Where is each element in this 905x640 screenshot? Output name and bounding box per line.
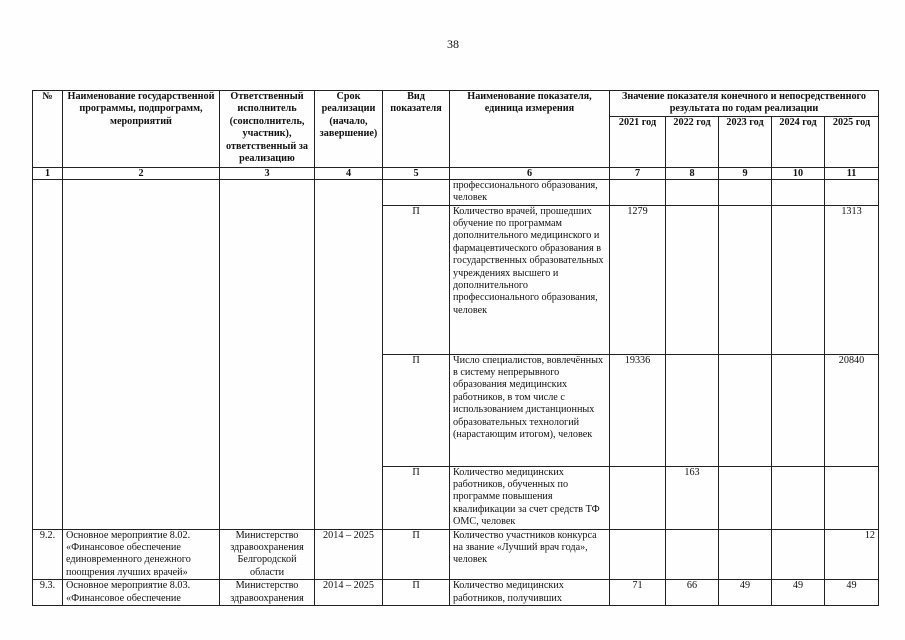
row-value-2021 [610, 529, 666, 580]
row-num-cell: 9.2. [33, 529, 63, 580]
row-value-2025: 49 [825, 580, 879, 606]
row-type-cell: П [383, 580, 450, 606]
row-value-2022 [666, 354, 719, 466]
row-value-2021: 71 [610, 580, 666, 606]
row-value-2021 [610, 466, 666, 529]
row-value-2022 [666, 529, 719, 580]
row-value-2023: 49 [719, 580, 772, 606]
row-type-cell: П [383, 205, 450, 354]
row-program-name-cell [63, 179, 220, 529]
column-number: 6 [450, 167, 610, 179]
row-type-cell: П [383, 354, 450, 466]
row-value-2024 [772, 179, 825, 205]
row-value-2021 [610, 179, 666, 205]
row-indicator-cell: Количество врачей, прошедших обучение по программам дополнительного медицинского и фармацевтического образования в государственных образовательных учреждениях высшего и дополнительного профессионального образования, человек [450, 205, 610, 354]
row-executor-cell: Министерство здравоохранения Белгородской области [220, 529, 315, 580]
row-value-2025: 1313 [825, 205, 879, 354]
row-value-2023 [719, 466, 772, 529]
row-value-2024 [772, 354, 825, 466]
row-value-2023 [719, 179, 772, 205]
program-table [32, 90, 879, 606]
column-number: 3 [220, 167, 315, 179]
row-value-2022 [666, 179, 719, 205]
column-number: 5 [383, 167, 450, 179]
page-number: 38 [447, 37, 459, 51]
row-indicator-cell: Количество медицинских работников, получивших [450, 580, 610, 606]
column-number: 9 [719, 167, 772, 179]
row-value-2022 [666, 205, 719, 354]
header-indicator-name: Наименование показателя, единица измерения [450, 91, 610, 168]
column-number: 2 [63, 167, 220, 179]
row-value-2025: 12 [825, 529, 879, 580]
table-row [33, 580, 879, 606]
column-number: 11 [825, 167, 879, 179]
row-value-2024 [772, 466, 825, 529]
header-num: № [33, 91, 63, 168]
row-value-2023 [719, 205, 772, 354]
row-program-name-cell: Основное мероприятие 8.03. «Финансовое обеспечение [63, 580, 220, 606]
header-year-2024: 2024 год [772, 116, 825, 167]
row-value-2022: 163 [666, 466, 719, 529]
header-row [33, 91, 879, 117]
row-value-2024 [772, 529, 825, 580]
column-number: 7 [610, 167, 666, 179]
row-value-2021: 1279 [610, 205, 666, 354]
row-num-cell [33, 179, 63, 529]
row-value-2024 [772, 205, 825, 354]
row-value-2022: 66 [666, 580, 719, 606]
row-indicator-cell: профессионального образования, человек [450, 179, 610, 205]
row-value-2025: 20840 [825, 354, 879, 466]
row-value-2023 [719, 529, 772, 580]
table-row [33, 529, 879, 580]
header-indicator-type: Вид показателя [383, 91, 450, 168]
header-year-2022: 2022 год [666, 116, 719, 167]
column-number: 1 [33, 167, 63, 179]
row-value-2021: 19336 [610, 354, 666, 466]
row-executor-cell: Министерство здравоохранения [220, 580, 315, 606]
column-number: 4 [315, 167, 383, 179]
row-type-cell: П [383, 529, 450, 580]
row-executor-cell [220, 179, 315, 529]
row-type-cell [383, 179, 450, 205]
header-period: Срок реализации (начало, завершение) [315, 91, 383, 168]
row-value-2024: 49 [772, 580, 825, 606]
table-row [33, 179, 879, 205]
column-number: 10 [772, 167, 825, 179]
row-indicator-cell: Число специалистов, вовлечённых в систему непрерывного образования медицинских работников, в том числе с использованием дистанционных образовательных технологий (нарастающим итогом), человек [450, 354, 610, 466]
header-executor: Ответственный исполнитель (соисполнитель, участник), ответственный за реализацию [220, 91, 315, 168]
header-year-2021: 2021 год [610, 116, 666, 167]
row-period-cell: 2014 – 2025 [315, 529, 383, 580]
header-program-name: Наименование государственной программы, подпрограмм, мероприятий [63, 91, 220, 168]
row-value-2025 [825, 179, 879, 205]
row-indicator-cell: Количество медицинских работников, обученных по программе повышения квалификации за счет средств ТФ ОМС, человек [450, 466, 610, 529]
header-values: Значение показателя конечного и непосредственного результата по годам реализации [610, 91, 879, 117]
row-indicator-cell: Количество участников конкурса на звание «Лучший врач года», человек [450, 529, 610, 580]
row-value-2025 [825, 466, 879, 529]
row-type-cell: П [383, 466, 450, 529]
column-number: 8 [666, 167, 719, 179]
column-number-row [33, 167, 879, 179]
row-period-cell [315, 179, 383, 529]
header-year-2025: 2025 год [825, 116, 879, 167]
header-year-2023: 2023 год [719, 116, 772, 167]
row-period-cell: 2014 – 2025 [315, 580, 383, 606]
row-program-name-cell: Основное мероприятие 8.02. «Финансовое обеспечение единовременного денежного поощрения лучших врачей» [63, 529, 220, 580]
row-num-cell: 9.3. [33, 580, 63, 606]
row-value-2023 [719, 354, 772, 466]
